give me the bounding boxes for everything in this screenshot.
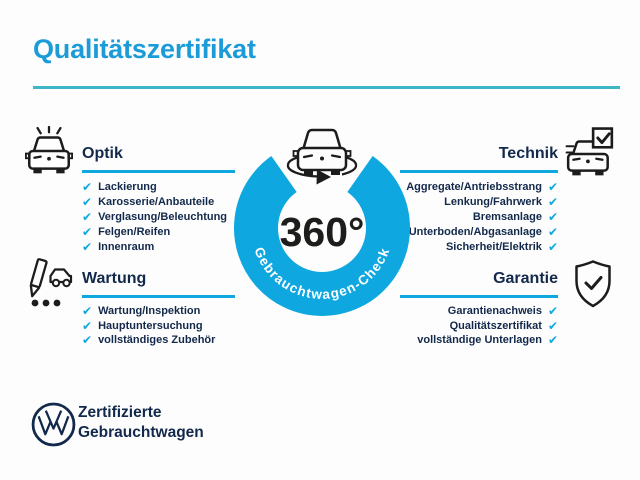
check-icon: ✔	[82, 318, 93, 333]
ring-arc	[256, 174, 388, 294]
check-item-label: Bremsanlage	[472, 210, 542, 223]
check-icon: ✔	[82, 333, 93, 348]
check-icon: ✔	[547, 318, 558, 333]
check-item-label: Unterboden/Abgasanlage	[408, 225, 542, 238]
check-item-label: vollständige Unterlagen	[417, 334, 542, 347]
check-item	[82, 239, 154, 254]
check-item	[82, 179, 157, 194]
optik-underline	[82, 170, 235, 173]
shield-check-icon	[572, 259, 614, 309]
footer-line-1: Zertifizierte	[78, 404, 162, 421]
check-icon: ✔	[82, 179, 93, 194]
ring-curved-label: Gebrauchtwagen-Check	[251, 244, 393, 303]
check-icon: ✔	[82, 304, 93, 319]
check-item-label: Lackierung	[98, 180, 157, 193]
check-item	[417, 333, 558, 348]
technik-list	[406, 179, 558, 254]
check-icon: ✔	[82, 224, 93, 239]
check-item	[409, 224, 558, 239]
check-item	[82, 319, 203, 334]
check-icon: ✔	[547, 209, 558, 224]
footer-line-2: Gebrauchtwagen	[78, 423, 204, 441]
check-icon: ✔	[547, 333, 558, 348]
check-item	[82, 194, 214, 209]
check-icon: ✔	[82, 194, 93, 209]
car-front-shine-icon	[25, 126, 73, 178]
pencil-car-checklist-icon	[25, 258, 73, 308]
check-item	[406, 179, 558, 194]
car-checkbox-icon	[565, 127, 615, 179]
section-title-wartung: Wartung	[82, 270, 147, 287]
check-item	[82, 224, 170, 239]
check-icon: ✔	[82, 209, 93, 224]
check-icon: ✔	[547, 224, 558, 239]
check-item-label: Karosserie/Anbauteile	[98, 195, 215, 208]
360-check-ring	[220, 105, 430, 325]
optik-list	[82, 179, 227, 254]
check-item-label: Wartung/Inspektion	[98, 305, 201, 318]
check-item-label: Felgen/Reifen	[98, 225, 171, 238]
check-item-label: Garantienachweis	[447, 305, 542, 318]
title-divider	[33, 86, 620, 89]
check-icon: ✔	[547, 179, 558, 194]
technik-underline	[400, 170, 558, 173]
check-item	[473, 209, 558, 224]
degrees-label: 360°	[279, 209, 365, 255]
check-item	[448, 304, 558, 319]
check-item	[444, 194, 558, 209]
check-item-label: Innenraum	[98, 240, 155, 253]
wartung-underline	[82, 295, 235, 298]
wartung-list	[82, 304, 215, 348]
garantie-underline	[400, 295, 558, 298]
check-item-label: Hauptuntersuchung	[98, 319, 203, 332]
check-item	[82, 304, 200, 319]
check-icon: ✔	[547, 194, 558, 209]
section-title-garantie: Garantie	[493, 270, 558, 287]
check-item-label: Qualitätszertifikat	[449, 319, 542, 332]
section-title-technik: Technik	[498, 145, 558, 162]
vw-logo	[31, 402, 76, 447]
check-item	[450, 319, 558, 334]
footer-wordmark	[78, 403, 204, 442]
check-item-label: Sicherheit/Elektrik	[445, 240, 542, 253]
svg-text:Gebrauchtwagen-Check	[251, 245, 392, 302]
check-item	[82, 209, 227, 224]
check-item-label: vollständiges Zubehör	[98, 334, 216, 347]
page-title: Qualitätszertifikat	[33, 34, 256, 64]
car-360-rotation-icon	[288, 130, 356, 185]
check-item	[446, 239, 558, 254]
check-item-label: Lenkung/Fahrwerk	[444, 195, 542, 208]
section-title-optik: Optik	[82, 145, 123, 162]
garantie-list	[417, 304, 558, 348]
check-item-label: Verglasung/Beleuchtung	[98, 210, 228, 223]
check-item-label: Aggregate/Antriebsstrang	[406, 180, 542, 193]
check-item	[82, 333, 215, 348]
check-icon: ✔	[82, 239, 93, 254]
check-icon: ✔	[547, 304, 558, 319]
check-icon: ✔	[547, 239, 558, 254]
